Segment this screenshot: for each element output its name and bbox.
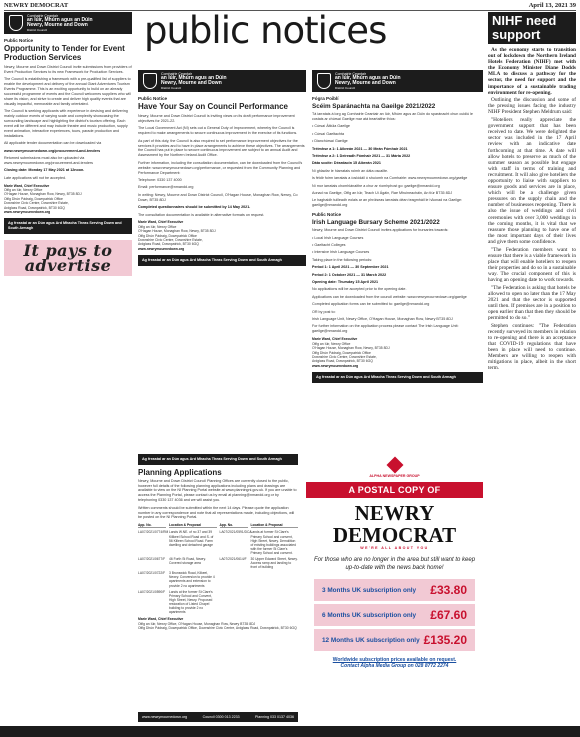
irish-para: Le haghaidh tuilleadh eolais ar an phróiseas iarratais déan teagmháil le hAonad na Gaeilge: gaeilge@nmandd.org [312,198,463,208]
col-header: App. No. [220,523,248,528]
planning-band: Ag freastal ar an Dún agus Ard Mhacha Theas Serving Down and South Armagh [138,454,298,465]
sig-line: Downshire Civic Centre, Downshire Estate, [4,201,69,206]
irish-language-notices [312,70,483,446]
bursary-band: Ag freastal ar an Dún agus Ard Mhacha Theas Serving Down and South Armagh [312,372,483,383]
council-crest-icon [317,73,331,89]
have-say-signature [138,220,306,251]
council-name-irish: an Iúir, Mhúrn agus an Dúin [335,74,401,81]
bursary-para: No applications will be accepted prior to the opening date. [312,287,407,292]
sig-line: Ardglass Road, Downpatrick, BT30 6GQ [4,205,65,210]
sig-name: Marie Ward, Chief Executive [138,220,184,225]
have-say-body [138,114,306,217]
tender-para: All applicable tender documentation can be downloaded via [4,141,102,146]
bursary-para: Applications can be downloaded from the council website: www.newrymournedown.org/gaeilge [312,294,467,299]
council-name-english: Newry, Mourne and Down [27,22,88,29]
council-district: District Council [27,27,48,32]
planning-table [138,523,298,614]
ad-masthead: NEWRY DEMOCRAT [332,501,457,547]
sig-line: Ardglass Road, Downpatrick, BT30 6GQ [138,242,199,247]
app-number: LA07/2021/0590/F [138,589,166,594]
nihf-para: Outlining the discussion and some of the pressing issues facing the industry NIHF President Stephen Meldrum said: [488,97,576,116]
sig-line: O'Hagan House, Monaghan Row, Newry, BT35 8DJ [138,229,216,234]
ad-tagline: WE'RE ALL ABOUT YOU [360,546,429,550]
nihf-lead: As the economy starts to transition out of lockdown the Northern Ireland Hotels Federation (NIHF) met with the Economy Minister Diane Dodds MLA to discuss a pathway for the sector, the need for support and the importance of a sustainable trading environment for re-opening. [488,47,576,96]
sub-option-12m [314,629,475,651]
planning-applications [138,454,298,722]
alpha-logo [306,456,483,471]
bursary-signature [312,337,483,368]
have-say-deadline: Completed questionnaires should be submitted by 14 May 2021. [138,205,251,210]
have-say-para: In writing: Newry, Mourne and Down District Council, O'Hagan House, Monaghan Row, Newry, Co Down, BT35 8DJ [138,192,298,202]
tender-link[interactable]: www.newrymournedown.org/procurement-and-tenders [4,148,101,153]
planning-intro [138,479,298,521]
planning-comment-para: Written comments should be submitted within the next 14 days. Please quote the application number in any correspondence and note that all representations made, including objections, will be posted on the NI Planning Portal. [138,505,295,520]
sig-line: O'Hagan House, Monaghan Row, Newry, BT35 8DJ [4,192,82,197]
col-header: App. No. [138,523,166,528]
irish-para: Is féidir foirm iarratais a íoslódáil ó shuíomh na Comhairle: www.newrymournedown.org/gaeilge [312,176,468,181]
column-left [4,12,132,722]
irish-para: • Cúrsaí Áitiúla Gaeilge [312,124,350,129]
nihf-article [488,47,576,371]
sig-line: Downshire Civic Centre, Downshire Estate, [138,238,203,243]
app-proposal: Lands W.NE. of no 37 and 39 Killkeel School Road and S. of 56 Killeen School Road. Farm dwelling and detached garage [169,530,214,547]
irish-para: • Cúrsaí Gaeltachta [312,131,345,136]
sig-line: Oifig Dhún Pádraig, Downpatrick Office, Downshire Civic Centre, Ardglass Road, Downpatrick, BT30 6GQ [138,626,297,631]
alpha-diamond-icon [386,457,403,474]
bursary-para: For further information on the application process please contact The Irish Language Unit: gaeilge@nmandd.org [312,324,459,334]
planning-title: Planning Applications [138,467,222,477]
bursary-kicker: Public Notice [312,212,342,218]
bursary-para: OR by post to: [312,309,336,314]
advertise-banner: It pays to advertise [4,240,132,276]
bursary-para: Newry, Mourne and Down District Council invites applications for bursaries towards: [312,228,449,233]
nihf-para: "The Federation members want to ensure that there is a viable framework in place that will enable hoteliers to reopen their properties and do so in a sustainable way. The crucial component of this is having an opening date to work towards. [488,246,576,283]
bursary-para: • Local Irish Language Courses [312,235,364,240]
sub-price: £33.80 [430,583,467,598]
planning-web[interactable]: www.newrymournedown.org [142,715,188,719]
app-proposal: 30 Upper Edward Street, Newry. Access ramp and landing to front of building [250,557,298,570]
nihf-para: Stephen continues: "The Federation recently surveyed its members in relation to re-opening and there is an acceptance that COVID-19 regulations that have been in place will need to continue. Members are willing to reopen with mitigations in place, albeit in the short term. [488,322,576,372]
app-proposal: Lands at former St Clare's Primary School and convent, High Street, Newry. Demolition of existing buildings associated with the former St Clare's Primary School and convent. [250,530,296,555]
sub-option-6m [314,604,475,626]
sig-line: Oifig an Iúir, Newry Office [312,341,351,346]
council-name-irish: an Iúir, Mhúrn agus an Dúin [27,16,93,23]
have-say-para: As part of this duty, the Council is also required to set performance improvement objectives for the services it provides and to have in place arrangements to achieve these objectives. The arrangements the Council has put in place to secure continuous improvement are subject to an annual Audit and Assessment by the Northern Ireland Audit Office. [138,138,305,158]
planning-council-phone: Council 0300 013 2233 [202,715,240,719]
sig-line: O'Hagan House, Monaghan Row, Newry, BT35 8DJ [312,346,390,351]
council-header [4,12,132,34]
bursary-para: Irish Language Unit, Newry Office, O'Hagan House, Monaghan Row, Newry BT35 8DJ [312,317,453,322]
irish-kicker: Fógra Poiblí [312,96,339,101]
sig-website[interactable]: www.newrymournedown.org [312,363,359,368]
irish-date: Dáta scoite: Déardaoin 15 Aibreán 2021 [312,161,381,166]
have-say-email[interactable]: Email: performance@nmandd.org [138,185,194,190]
council-name-irish: an Iúir, Mhúrn agus an Dúin [161,74,227,81]
app-number [220,571,248,587]
sig-line: Oifig Dhún Pádraig, Downpatrick Office [138,233,197,238]
sub-price: £67.60 [430,608,467,623]
tender-band: Ag freastal ar an Dún agus Ard Mhacha Theas Serving Down and South Armagh [4,218,132,233]
app-proposal [251,590,299,615]
have-say-para: The Local Government Act (NI) sets out a General Duty of Improvement, whereby the Council is required to make arrangements to secure continuous improvement in the exercise of its functions. [138,126,298,136]
council-district: District Council [335,85,356,90]
sub-price: £135.20 [423,633,467,648]
masthead [4,2,576,11]
alpha-logo-text: ALPHA NEWSPAPER GROUP [369,474,420,478]
sig-name: Marie Ward, Chief Executive [138,617,184,622]
col-header: Location & Proposal [169,523,217,528]
ad-headline: A POSTAL COPY OF [306,482,483,498]
bursary-para: • Intensive Irish Language Courses [312,250,370,255]
ad-worldwide: Worldwide subscription prices available on request. [332,657,457,664]
nihf-para: "The Federation is asking that hotels be allowed to open no later than the 17 May 2021 and that the sector is supported until then. If premises are in a position to open earlier than that then they should be permitted to do so." [488,284,576,322]
app-proposal: 3 Brunswick Road, Kilkeel, Newry. Conversion to provide 4 apartments and extension to provide 2 no apartments [169,571,215,588]
sig-line: Downshire Civic Centre, Downshire Estate, [312,354,377,359]
sig-website[interactable]: www.newrymournedown.org [4,210,51,215]
tender-signature [4,184,132,215]
bursary-date: Opening date: Thursday 15 April 2021 [312,280,379,285]
app-number: LA07/2021/0591/DCA [219,530,252,535]
column-right [488,12,576,722]
app-proposal: 46 Forth St Road, Newry. Covered storage area [169,557,206,566]
sig-website[interactable]: www.newrymournedown.org [138,246,185,251]
council-name-english: Newry, Mourne and Down [335,80,396,87]
sig-line: Oifig Dhún Pádraig, Downpatrick Office [4,196,63,201]
sig-line: Oifig an Iúir, Newry Office [138,224,177,229]
sig-line: Oifig an Iúir, Newry Office, O'Hagan House, Monaghan Row, Newry BT35 8DJ [138,621,256,626]
council-district: District Council [161,85,182,90]
planning-signature [138,617,298,630]
bursary-period: Period 2: 1 October 2021 — 31 March 2022 [312,272,387,277]
sig-name: Marie Ward, Chief Executive [312,337,358,342]
planning-intro-para: Newry, Mourne and Down District Council Planning Offices are currently closed to the public, however full details of the following planning applications including plans and drawings are available to view on the NI Planning Portal website at www.planningni.gov.uk. If you are unable to access the Planning Portal, please contact us by email at planning@nmandd.org or by telephoning 0330 137 4036 and we will assist you. [138,478,297,503]
sub-label: 3 Months UK subscription only [322,586,417,594]
col-header: Location & Proposal [251,523,299,528]
council-irish: Comhairle Ceantair [27,13,58,18]
planning-bottom-bar [138,712,298,722]
have-say-phone: Telephone: 0330 137 4000 [138,177,182,182]
column-main [138,12,483,722]
tender-kicker: Public Notice [4,38,34,43]
postal-copy-ad [306,454,483,722]
irish-para: Aonad na Gaeilge, Oifig an Iúir, Teach Uí Ágáin, Rae Mhuineacháin, An tIúr BT35 8DJ [312,190,453,195]
irish-para: Ní mor iarratais chomhlánaithe a chur ar ríomhphost go: gaeilge@nmandd.org [312,183,440,188]
sig-line: Oifig Dhún Pádraig, Downpatrick Office [312,350,371,355]
tender-para: Returned submissions must also be uploaded via www.newrymournedown.org/procurement-and-tenders [4,156,93,165]
have-say-kicker: Public Notice [138,96,168,101]
sig-line: Ardglass Road, Downpatrick, BT30 6GQ [312,359,373,364]
ad-pitch: For those who are no longer in the area but still want to keep up-to-date with the news back home! [313,557,476,571]
app-number: LA07/2021/0614/F [219,557,247,561]
app-number: LA07/2021/0677/F [138,557,166,561]
bursary-title: Irish Language Bursary Scheme 2021/2022 [312,219,440,227]
tender-body [4,65,132,181]
nihf-headline: NIHF need support [488,12,576,44]
irish-title: Scéim Sparánachta na Gaeilge 2021/2022 [312,103,436,110]
app-number: LA07/2021/0774/RM [138,530,169,535]
have-say-band: Ag freastal ar an Dún agus Ard Mhacha Theas Serving Down and South Armagh [138,255,306,266]
bursary-period: Period 1: 1 April 2021 — 30 September 2021 [312,265,389,270]
tender-para: Newry, Mourne and Down District Council invite submissions from providers of Event Production Services to its new Framework for Production Services. [4,65,132,74]
tender-para: Late applications will not be accepted. [4,175,67,180]
sub-label: 6 Months UK subscription only [322,611,417,619]
council-header [312,70,483,92]
masthead-paper: NEWRY DEMOCRAT [4,2,69,9]
planning-phone: Planning 033 0137 4036 [255,715,294,719]
masthead-date: April 13, 2021 39 [528,2,576,9]
council-header [138,70,306,92]
have-say-title: Have Your Say on Council Performance [138,102,288,111]
irish-body [312,112,483,208]
have-say-para: Further information, including the consultation documentation, can be downloaded from the Council's website: www.newrymournedown.org/performance, or requested from the Community Planning and Performance Department: [138,160,303,175]
tender-para: The Council is seeking applicants with experience in devising and delivering mainly outdoor events of varying scale and complexity showcasing the surrounding landscape and highlighting the district's tourism offering. Each event will be different and may include theatre and music production, supply event animation, interactive experiences, tours, parade production and installations. [4,109,128,138]
nihf-para: "Hoteliers really appreciate the government support that has been received to date. We were delighted the sector was included in the 17 April review with an indicative date forthcoming at that time. A date will allow hotels to preserve as much of the summer season as possible but engage with staff in terms of training and recruitment. It will also give hoteliers the opportunity to liaise with suppliers to ensure goods and services are in place, which will be a challenge given pressures on the supply chain and the number of businesses reopening. There is also the issue of weddings and civil ceremonies with over 3,000 weddings in the coming months, it is vital that we reassure those planning to have one of the most important days of their lives and give them some confidence. [488,117,576,245]
tender-title: Opportunity to Tender for Event Production Services [4,44,125,62]
bursary-para: Completed application forms can be submitted to: gaeilge@nmandd.org [312,302,430,307]
sub-label: 12 Months UK subscription only [322,636,420,644]
page-bottom-band [0,726,580,737]
irish-period: Tréimhse a 2: 1 Deireadh Fómhair 2021 — 31 Márta 2022 [312,153,411,158]
ad-contact: Contact Alpha Media Group on 028 8772 2274 [340,663,449,670]
council-name-english: Newry, Mourne and Down [161,80,222,87]
tender-para: The Council is establishing a framework with a pre-qualified list of suppliers to enable the development and delivery of the annual Giant Adventures Tourism Events Programme. This is an exciting opportunity to build on an already successful programme of events and the Council welcomes suppliers who will share its vision, and strive to create and deliver high quality events that are visually impactful, memorable and family orientated. [4,77,131,106]
council-crest-icon [9,15,23,31]
sub-option-3m [314,579,475,601]
app-number [220,590,248,615]
council-irish: Comhairle Ceantair [335,71,366,76]
irish-period: Tréimhse a 1: 1 Aibreán 2021 — 30 Meán Fómhair 2021 [312,146,408,151]
sig-name: Marie Ward, Chief Executive [4,183,50,188]
council-crest-icon [143,73,157,89]
have-say-para: The consultation documentation is available in alternative formats on request. [138,212,265,217]
irish-para: Tá iarratais á lorg ag Comhairle Ceantair an Iúir, Mhúrn agus an Dúin do sparánacht chun cuidiú le costais ar chúrsaí Gaeilge mar atá beartaithe thíos: [312,112,473,121]
bursary-para: • Gaeltacht Colleges [312,243,346,247]
bursary-para: Taking place in the following periods: [312,257,373,262]
tender-closing-date: Closing date: Monday 17 May 2021 at 12noon. [4,168,85,173]
sig-line: Oifig an Iúir, Newry Office [4,188,43,193]
app-number: LA07/2021/0722/F [138,571,166,576]
app-proposal: Lands at the former St Clare's Primary School and Convent, High Street, Newry. Proposed restoration of Listed Chapel building to provide 2 no apartments [169,589,213,615]
bursary-body [312,228,483,334]
app-proposal [251,571,299,587]
irish-para: Ní ghlacfar le hiarratais roimh an dáta oscailte. [312,168,389,173]
have-your-say-notice [138,70,306,446]
irish-para: • Dianchúrsaí Gaeilge [312,139,348,144]
have-say-para: Newry, Mourne and Down District Council is inviting views on its draft performance improvement objectives for 2021-22. [138,114,295,123]
page-title: public notices [144,12,387,52]
council-irish: Comhairle Ceantair [161,71,192,76]
